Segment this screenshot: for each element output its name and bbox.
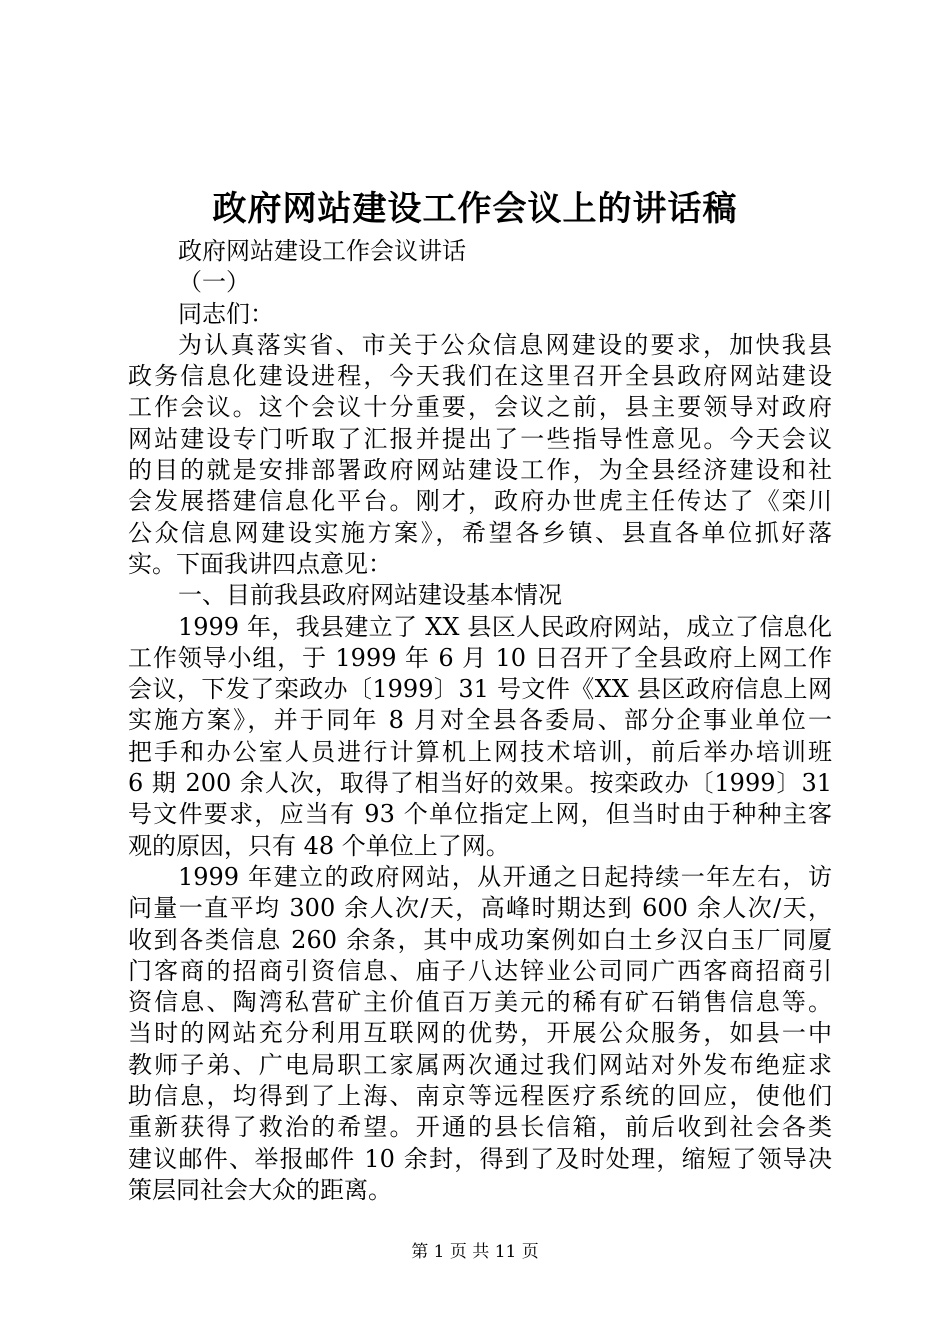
body-line: 同志们： bbox=[178, 299, 274, 328]
body-line: 建议邮件、举报邮件 10 余封，得到了及时处理，缩短了领导决 bbox=[128, 1144, 832, 1173]
body-line: 号文件要求，应当有 93 个单位指定上网，但当时由于种种主客 bbox=[128, 800, 832, 829]
body-line: 把手和办公室人员进行计算机上网技术培训，前后举办培训班 bbox=[128, 737, 832, 766]
body-line: 当时的网站充分利用互联网的优势，开展公众服务，如县一中 bbox=[128, 1019, 832, 1048]
document-title: 政府网站建设工作会议上的讲话稿 bbox=[212, 189, 738, 229]
body-line: 1999 年，我县建立了 XX 县区人民政府网站，成立了信息化 bbox=[178, 612, 832, 641]
page-footer: 第 1 页 共 11 页 bbox=[411, 1242, 539, 1262]
body-line: 实施方案》，并于同年 8 月对全县各委局、部分企事业单位一 bbox=[128, 706, 832, 735]
body-line: 问量一直平均 300 余人次/天，高峰时期达到 600 余人次/天， bbox=[128, 894, 832, 923]
body-line: 工作会议。这个会议十分重要，会议之前，县主要领导对政府 bbox=[128, 393, 832, 422]
body-line: 会议，下发了栾政办〔1999〕31 号文件《XX 县区政府信息上网 bbox=[128, 675, 832, 704]
body-line: 网站建设专门听取了汇报并提出了一些指导性意见。今天会议 bbox=[128, 424, 832, 453]
body-line: 政务信息化建设进程，今天我们在这里召开全县政府网站建设 bbox=[128, 362, 832, 391]
body-line: 门客商的招商引资信息、庙子八达锌业公司同广西客商招商引 bbox=[128, 956, 832, 985]
body-line: 实。下面我讲四点意见： bbox=[128, 549, 392, 578]
body-line: 教师子弟、广电局职工家属两次通过我们网站对外发布绝症求 bbox=[128, 1050, 832, 1079]
body-line: 为认真落实省、市关于公众信息网建设的要求，加快我县 bbox=[178, 330, 832, 359]
body-line: 助信息，均得到了上海、南京等远程医疗系统的回应，使他们 bbox=[128, 1082, 832, 1111]
body-line: 工作领导小组，于 1999 年 6 月 10 日召开了全县政府上网工作 bbox=[128, 643, 832, 672]
body-line: 政府网站建设工作会议讲话 bbox=[178, 237, 466, 265]
body-line: 策层同社会大众的距离。 bbox=[128, 1175, 392, 1204]
body-line: 1999 年建立的政府网站，从开通之日起持续一年左右，访 bbox=[178, 862, 832, 891]
body-line: 重新获得了救治的希望。开通的县长信箱，前后收到社会各类 bbox=[128, 1113, 832, 1142]
body-line: 公众信息网建设实施方案》，希望各乡镇、县直各单位抓好落 bbox=[128, 518, 832, 547]
body-line: 一、目前我县政府网站建设基本情况 bbox=[178, 581, 562, 610]
body-line: 观的原因，只有 48 个单位上了网。 bbox=[128, 831, 510, 860]
body-line: 收到各类信息 260 余条，其中成功案例如白土乡汉白玉厂同厦 bbox=[128, 925, 832, 954]
document-body bbox=[128, 236, 832, 1206]
body-line: 6 期 200 余人次，取得了相当好的效果。按栾政办〔1999〕31 bbox=[128, 769, 832, 798]
body-line: （一） bbox=[178, 268, 250, 297]
body-line: 的目的就是安排部署政府网站建设工作，为全县经济建设和社 bbox=[128, 456, 832, 485]
body-line: 资信息、陶湾私营矿主价值百万美元的稀有矿石销售信息等。 bbox=[128, 988, 832, 1017]
body-line: 会发展搭建信息化平台。刚才，政府办世虎主任传达了《栾川 bbox=[128, 487, 832, 516]
